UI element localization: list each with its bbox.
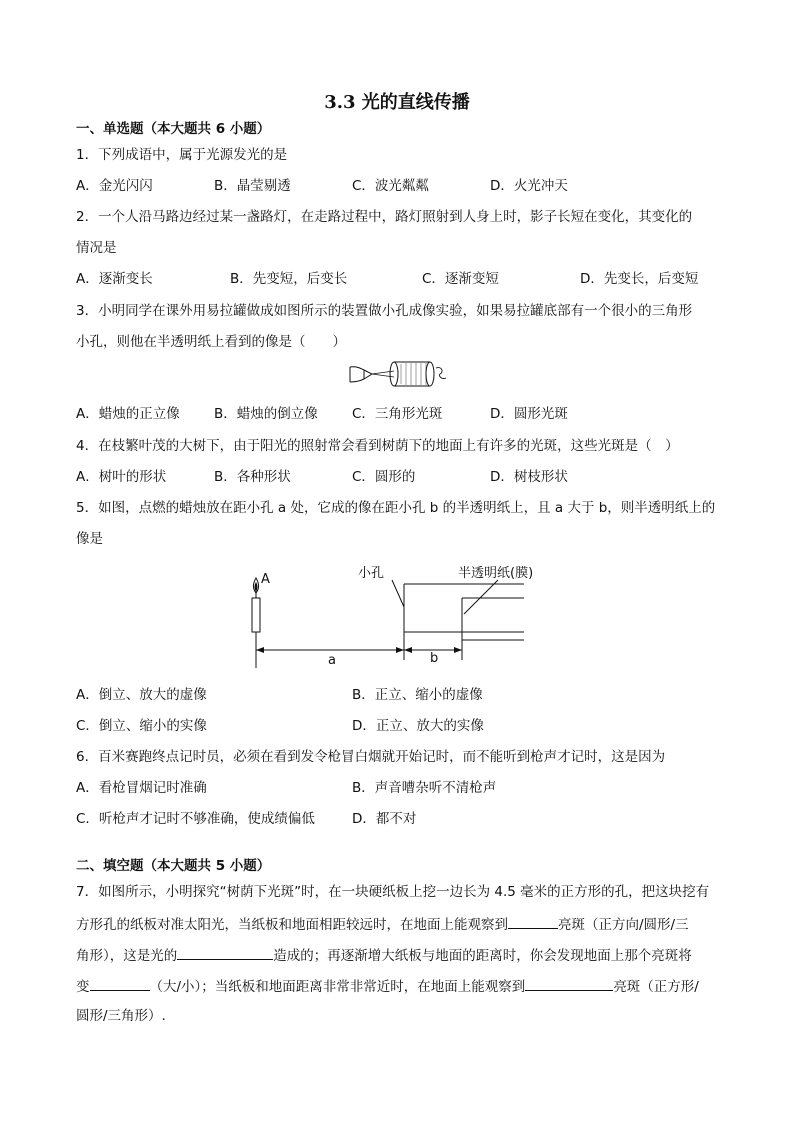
- q7-line2: [76, 914, 689, 934]
- q3-paper-end: [436, 368, 446, 379]
- q3-light-rays: [372, 371, 394, 377]
- q5-option-a: A．倒立、放大的虚像: [76, 687, 207, 703]
- q5-box: [404, 584, 524, 632]
- q3-candle: [350, 367, 372, 382]
- q7-line2-text-a: 方形孔的纸板对准太阳光，当纸板和地面相距较远时，在地面上能观察到: [76, 917, 508, 933]
- q3-stem-line1: 3．小明同学在课外用易拉罐做成如图所示的装置做小孔成像实验，如果易拉罐底部有一个很小的三角形: [76, 303, 693, 319]
- q3-can: [390, 362, 434, 386]
- q3-option-d: D．圆形光斑: [490, 406, 568, 422]
- q4-option-c: C．圆形的: [352, 469, 416, 485]
- q5-pinhole-figure: [240, 562, 534, 672]
- q6-option-c: C．听枪声才记时不够准确，使成绩偏低: [76, 811, 315, 827]
- q7-line4-text-a: 变: [76, 979, 90, 995]
- q2-stem-line2: 情况是: [76, 240, 117, 256]
- q4-option-b: B．各种形状: [214, 469, 291, 485]
- q7-line3-text-b: 造成的；再逐渐增大纸板与地面的距离时，你会发现地面上那个亮斑将: [273, 948, 692, 964]
- q5-stem-line2: 像是: [76, 531, 103, 547]
- q1-option-b: B．晶莹剔透: [214, 178, 291, 194]
- q1-option-d: D．火光冲天: [490, 178, 568, 194]
- q7-line2-text-b: 亮斑（正方向/圆形/三: [558, 917, 689, 933]
- q3-pinhole-can-figure: [346, 358, 450, 390]
- q2-option-b: B．先变短，后变长: [230, 271, 348, 287]
- q7-line1: 7．如图所示，小明探究“树荫下光斑”时，在一块硬纸板上挖一边长为 4.5 毫米的正方形的孔，把这块挖有: [76, 884, 710, 900]
- q5-option-d: D．正立、放大的实像: [352, 718, 484, 734]
- page-title: 3.3 光的直线传播: [324, 92, 470, 113]
- q7-line4-text-b: （大/小）；当纸板和地面距离非常非常近时，在地面上能观察到: [149, 979, 526, 995]
- q3-stem-line2: 小孔，则他在半透明纸上看到的像是（ ）: [76, 334, 346, 350]
- q5-candle-label: A: [261, 572, 270, 587]
- q7-blank-3[interactable]: [90, 976, 150, 991]
- q3-option-c: C．三角形光斑: [352, 406, 443, 422]
- q7-line3: [76, 945, 692, 965]
- q1-stem: 1．下列成语中，属于光源发光的是: [76, 147, 288, 163]
- q4-option-a: A．树叶的形状: [76, 469, 167, 485]
- q6-option-b: B．声音嘈杂听不清枪声: [352, 780, 497, 796]
- q7-line4-text-c: 亮斑（正方形/: [613, 979, 699, 995]
- q3-option-b: B．蜡烛的倒立像: [214, 406, 318, 422]
- q7-blank-4[interactable]: [525, 976, 613, 991]
- q5-translucent-paper: [462, 598, 524, 640]
- q5-stem-line1: 5．如图，点燃的蜡烛放在距小孔 a 处，它成的像在距小孔 b 的半透明纸上，且 a 大于 b，则半透明纸上的: [76, 500, 716, 516]
- q6-option-a: A．看枪冒烟记时准确: [76, 780, 207, 796]
- q3-option-a: A．蜡烛的正立像: [76, 406, 180, 422]
- q2-stem-line1: 2．一个人沿马路边经过某一盏路灯，在走路过程中，路灯照射到人身上时，影子长短在变化，其变化的: [76, 209, 693, 225]
- q5-hole-label: 小孔: [358, 566, 385, 581]
- q1-option-c: C．波光粼粼: [352, 178, 429, 194]
- q7-line3-text-a: 角形），这是光的: [76, 948, 178, 964]
- q7-line5: 圆形/三角形）.: [76, 1008, 166, 1024]
- q7-line4: [76, 976, 699, 996]
- q6-option-d: D．都不对: [352, 811, 417, 827]
- section-heading-fill-blank: 二、填空题（本大题共 5 小题）: [76, 858, 271, 874]
- q1-option-a: A．金光闪闪: [76, 178, 153, 194]
- q2-option-d: D．先变长，后变短: [580, 271, 699, 287]
- q5-option-c: C．倒立、缩小的实像: [76, 718, 207, 734]
- q2-option-c: C．逐渐变短: [422, 271, 499, 287]
- q5-candle: [252, 578, 260, 632]
- q2-option-a: A．逐渐变长: [76, 271, 153, 287]
- q4-option-d: D．树枝形状: [490, 469, 568, 485]
- q7-blank-1[interactable]: [508, 914, 558, 929]
- q5-option-b: B．正立、缩小的虚像: [352, 687, 483, 703]
- q5-dimension-a-label: a: [328, 653, 336, 668]
- q7-blank-2[interactable]: [177, 945, 273, 960]
- q6-stem: 6．百米赛跑终点记时员，必须在看到发令枪冒白烟就开始记时，而不能听到枪声才记时，这是因为: [76, 749, 666, 765]
- q4-stem: 4．在枝繁叶茂的大树下，由于阳光的照射常会看到树荫下的地面上有许多的光斑，这些光斑是（ ）: [76, 438, 679, 454]
- section-heading-single-choice: 一、单选题（本大题共 6 小题）: [76, 121, 271, 137]
- q5-paper-label: 半透明纸(膜): [458, 566, 534, 581]
- q5-dimension-b-label: b: [430, 651, 439, 666]
